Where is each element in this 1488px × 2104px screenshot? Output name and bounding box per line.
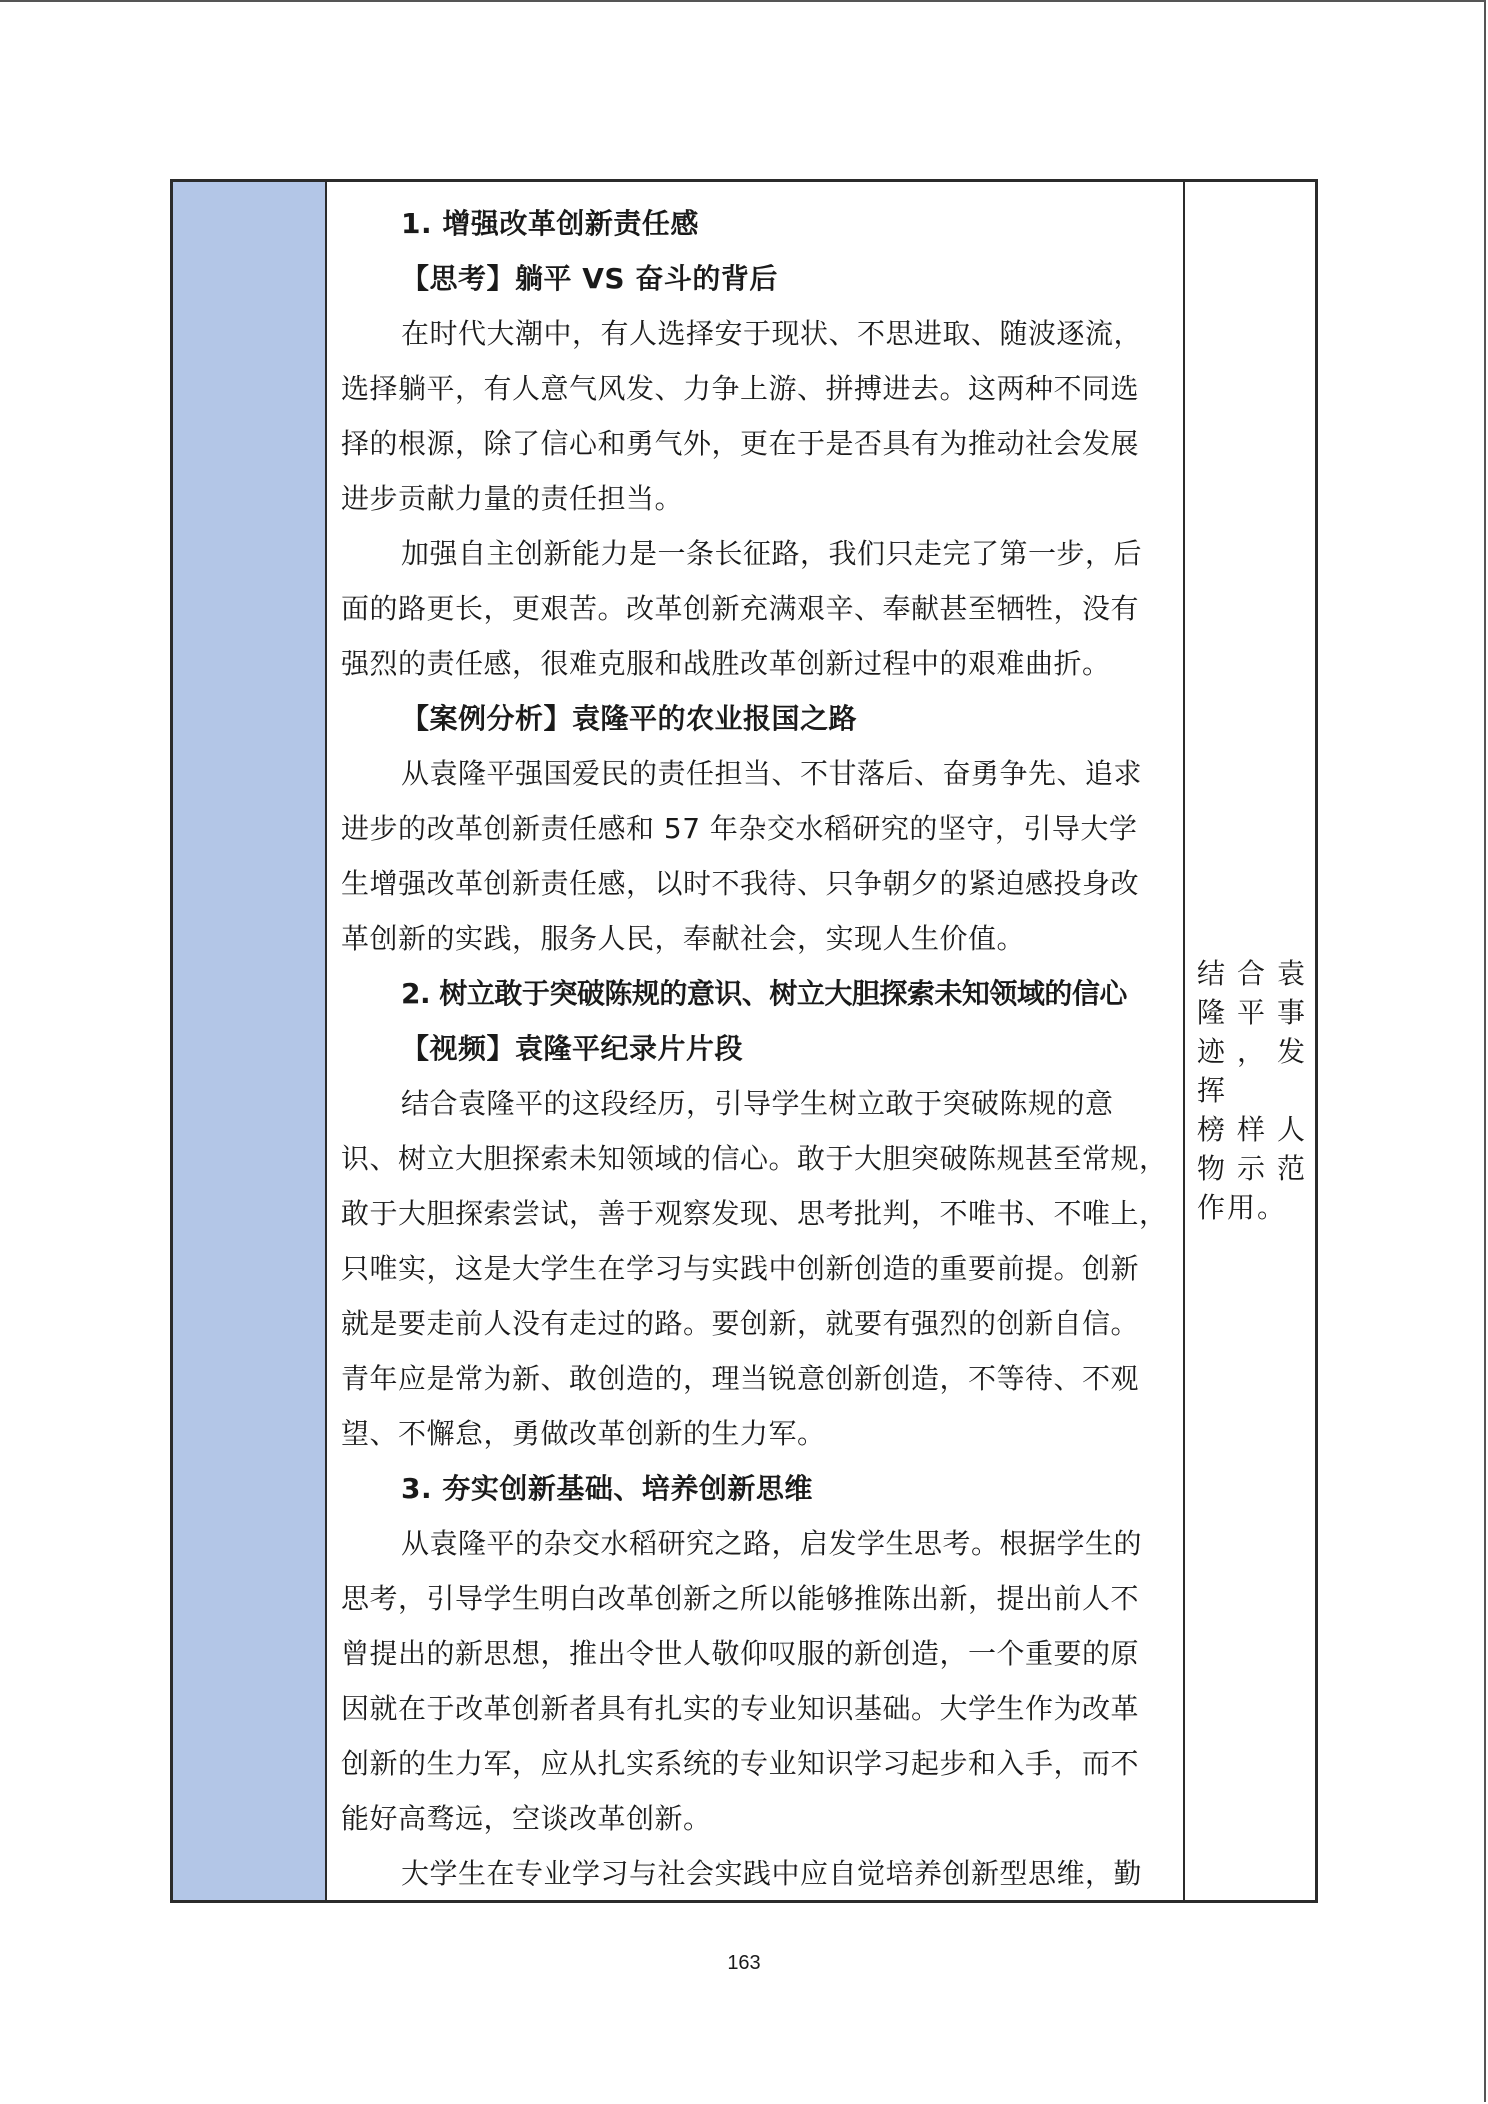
side-note-line: 迹，发挥 [1197,1035,1307,1107]
text-line: 因就在于改革创新者具有扎实的专业知识基础。大学生作为改革 [341,1692,1140,1725]
text-line: 选择躺平，有人意气风发、力争上游、拼搏进去。这两种不同选 [341,372,1140,405]
text-line: 结合袁隆平的这段经历，引导学生树立敢于突破陈规的意 [401,1087,1114,1120]
side-note-line: 结合袁 [1197,957,1307,990]
text-line: 面的路更长，更艰苦。改革创新充满艰辛、奉献甚至牺牲，没有 [341,592,1140,625]
text-line: 大学生在专业学习与社会实践中应自觉培养创新型思维，勤 [401,1857,1143,1890]
paragraph-video [341,1076,1169,1461]
text-line: 只唯实，这是大学生在学习与实践中创新创造的重要前提。创新 [341,1252,1140,1285]
side-note-line: 榜样人 [1197,1113,1307,1146]
lesson-table [170,179,1318,1903]
text-line: 从袁隆平强国爱民的责任担当、不甘落后、奋勇争先、追求 [401,757,1143,790]
paragraph-innovation-path [341,526,1169,691]
text-line: 强烈的责任感，很难克服和战胜改革创新过程中的艰难曲折。 [341,647,1111,680]
think-heading: 【思考】躺平 VS 奋斗的背后 [401,262,778,295]
page-number: 163 [727,1952,761,1974]
paragraph-foundation [341,1516,1169,1846]
paragraph-lying-flat [341,306,1169,526]
text-line: 从袁隆平的杂交水稻研究之路，启发学生思考。根据学生的 [401,1527,1143,1560]
text-line: 加强自主创新能力是一条长征路，我们只走完了第一步，后 [401,537,1143,570]
section-heading-3: 3. 夯实创新基础、培养创新思维 [401,1472,813,1505]
video-heading: 【视频】袁隆平纪录片片段 [401,1032,744,1065]
section-heading-2: 2. 树立敢于突破陈规的意识、树立大胆探索未知领域的信心 [401,977,1127,1010]
text-line: 进步的改革创新责任感和 57 年杂交水稻研究的坚守，引导大学 [341,812,1138,845]
text-line: 能好高骛远，空谈改革创新。 [341,1802,712,1835]
paragraph-case-analysis [341,746,1169,966]
text-line: 思考，引导学生明白改革创新之所以能够推陈出新，提出前人不 [341,1582,1140,1615]
table-left-column [173,182,327,1900]
text-line: 敢于大胆探索尝试，善于观察发现、思考批判，不唯书、不唯上， [341,1197,1168,1230]
text-line: 进步贡献力量的责任担当。 [341,482,684,515]
text-line: 革创新的实践，服务人民，奉献社会，实现人生价值。 [341,922,1026,955]
side-note [1197,954,1307,1227]
case-analysis-heading: 【案例分析】袁隆平的农业报国之路 [401,702,858,735]
side-note-line: 作用。 [1197,1191,1288,1224]
text-line: 识、树立大胆探索未知领域的信心。敢于大胆突破陈规甚至常规， [341,1142,1168,1175]
section-heading-1: 1. 增强改革创新责任感 [401,207,699,240]
text-line: 在时代大潮中，有人选择安于现状、不思进取、随波逐流， [401,317,1143,350]
table-main-column [327,182,1185,1900]
text-line: 就是要走前人没有走过的路。要创新，就要有强烈的创新自信。 [341,1307,1140,1340]
side-note-line: 隆平事 [1197,996,1307,1029]
text-line: 择的根源，除了信心和勇气外，更在于是否具有为推动社会发展 [341,427,1140,460]
text-line: 创新的生力军，应从扎实系统的专业知识学习起步和入手，而不 [341,1747,1140,1780]
table-right-column [1185,182,1315,1900]
paragraph-thinking [341,1846,1169,1900]
side-note-line: 物示范 [1197,1152,1307,1185]
text-line: 青年应是常为新、敢创造的，理当锐意创新创造，不等待、不观 [341,1362,1140,1395]
text-line: 曾提出的新思想，推出令世人敬仰叹服的新创造，一个重要的原 [341,1637,1140,1670]
text-line: 望、不懈怠，勇做改革创新的生力军。 [341,1417,826,1450]
text-line: 生增强改革创新责任感，以时不我待、只争朝夕的紧迫感投身改 [341,867,1140,900]
